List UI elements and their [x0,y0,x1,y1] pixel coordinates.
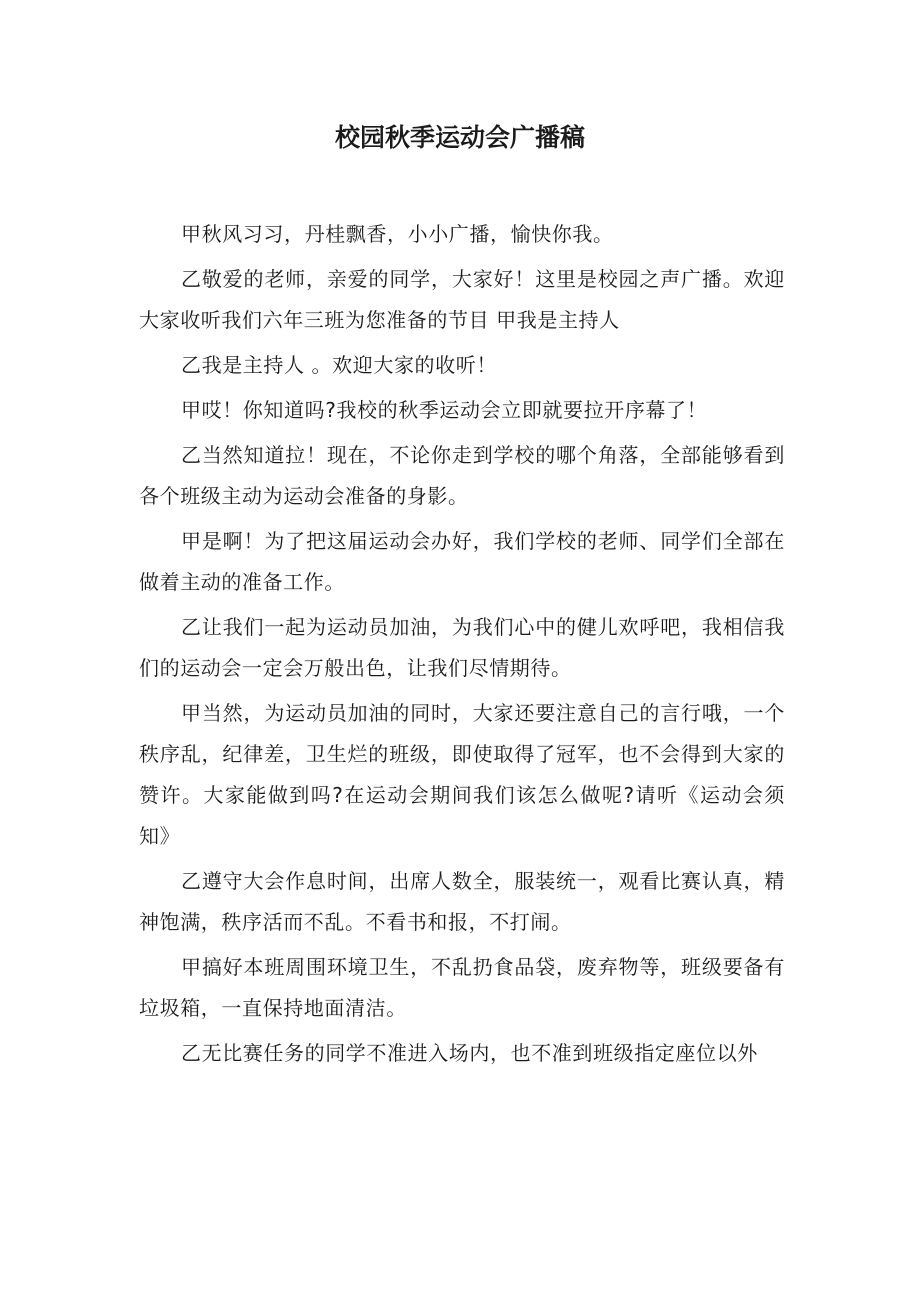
document-title: 校园秋季运动会广播稿 [334,123,585,152]
paragraph-1: 甲秋风习习，丹桂飘香，小小广播，愉快你我。 [181,222,614,246]
paragraph-10: 甲搞好本班周围环境卫生，不乱扔食品袋，废弃物等，班级要备有垃圾箱，一直保持地面清洁。 [139,955,785,1020]
paragraph-3: 乙我是主持人 。欢迎大家的收听！ [181,353,497,377]
paragraph-11: 乙无比赛任务的同学不准进入场内，也不准到班级指定座位以外 [181,1041,758,1065]
paragraph-8: 甲当然，为运动员加油的同时，大家还要注意自己的言行哦，一个秩序乱，纪律差，卫生烂的班级，即使取得了冠军，也不会得到大家的赞许。大家能做到吗?在运动会期间我们该怎么做呢?请听《运动会须知》 [139,701,785,848]
paragraph-7: 乙让我们一起为运动员加油，为我们心中的健儿欢呼吧，我相信我们的运动会一定会万般出色，让我们尽情期待。 [139,615,785,680]
paragraph-5: 乙当然知道拉！现在，不论你走到学校的哪个角落，全部能够看到各个班级主动为运动会准备的身影。 [139,443,785,508]
paragraph-2: 乙敬爱的老师，亲爱的同学，大家好！这里是校园之声广播。欢迎大家收听我们六年三班为您准备的节目 甲我是主持人 [139,267,785,332]
document-body [139,214,785,1078]
paragraph-6: 甲是啊！为了把这届运动会办好，我们学校的老师、同学们全部在做着主动的准备工作。 [139,529,785,594]
paragraph-4: 甲哎！你知道吗?我校的秋季运动会立即就要拉开序幕了！ [181,398,708,422]
paragraph-9: 乙遵守大会作息时间，出席人数全，服装统一，观看比赛认真，精神饱满，秩序活而不乱。不看书和报，不打闹。 [139,869,785,934]
